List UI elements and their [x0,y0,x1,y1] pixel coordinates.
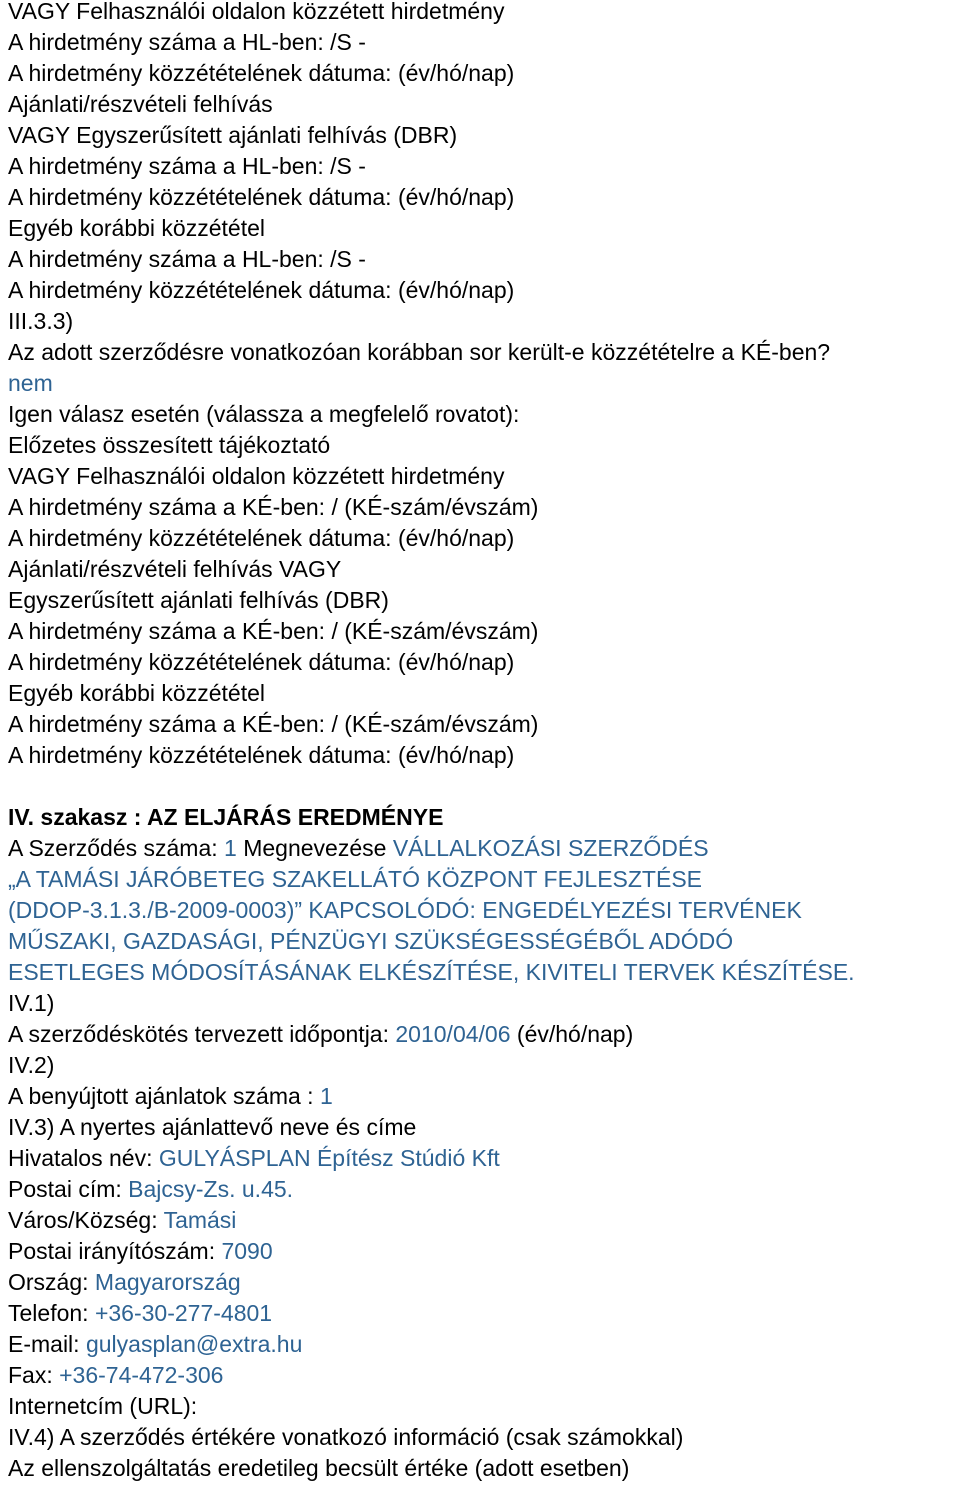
field-value: GULYÁSPLAN Építész Stúdió Kft [158,1145,500,1171]
field-value: +36-74-472-306 [59,1362,224,1388]
answer-value: nem [8,370,53,396]
text-line: Ajánlati/részvételi felhívás [8,91,273,117]
text-line: Az ellenszolgáltatás eredetileg becsült értéke (adott esetben) [8,1455,630,1481]
question-text: Az adott szerződésre vonatkozóan korábban sor került-e közzétételre a KÉ-ben? [8,339,831,365]
signing-date-label: A szerződéskötés tervezett időpontja: [8,1021,396,1047]
text-line: A hirdetmény száma a KÉ-ben: / (KÉ-szám/évszám) [8,711,539,737]
contract-line [8,833,958,864]
contract-name-value: MŰSZAKI, GAZDASÁGI, PÉNZÜGYI SZÜKSÉGESSÉGÉBŐL ADÓDÓ [8,928,734,954]
text-line: VAGY Felhasználói oldalon közzétett hirdetmény [8,0,505,24]
text-line: A hirdetmény száma a KÉ-ben: / (KÉ-szám/évszám) [8,618,539,644]
field-country [8,1267,958,1298]
document-page [8,0,958,1484]
field-label: Postai irányítószám: [8,1238,222,1264]
text-line: A hirdetmény száma a KÉ-ben: / (KÉ-szám/évszám) [8,494,539,520]
field-value: 7090 [221,1238,273,1264]
section-number: III.3.3) [8,308,74,334]
field-label: E-mail: [8,1331,86,1357]
text-line: A hirdetmény közzétételének dátuma: (év/hó/nap) [8,60,515,86]
signing-date-line [8,1019,958,1050]
text-line: VAGY Felhasználói oldalon közzétett hirdetmény [8,463,505,489]
field-value: Magyarország [94,1269,241,1295]
text-line: Egyéb korábbi közzététel [8,215,265,241]
field-url [8,1391,958,1422]
offer-count-value: 1 [319,1083,333,1109]
text-line: A hirdetmény közzétételének dátuma: (év/hó/nap) [8,184,515,210]
field-official-name [8,1143,958,1174]
winner-heading: IV.3) A nyertes ajánlattevő neve és címe [8,1114,417,1140]
contract-name-value: (DDOP-3.1.3./B-2009-0003)” KAPCSOLÓDÓ: ENGEDÉLYEZÉSI TERVÉNEK [8,897,802,923]
field-value: gulyasplan@extra.hu [85,1331,303,1357]
text-line: A hirdetmény közzétételének dátuma: (év/hó/nap) [8,742,515,768]
text-line: VAGY Egyszerűsített ajánlati felhívás (DBR) [8,122,458,148]
text-line: Igen válasz esetén (válassza a megfelelő rovatot): [8,401,520,427]
contract-name-value: VÁLLALKOZÁSI SZERZŐDÉS [392,835,709,861]
offer-count-label: A benyújtott ajánlatok száma : [8,1083,320,1109]
field-label: Telefon: [8,1300,95,1326]
contract-name-value: ESETLEGES MÓDOSÍTÁSÁNAK ELKÉSZÍTÉSE, KIVITELI TERVEK KÉSZÍTÉSE. [8,959,855,985]
text-line: Előzetes összesített tájékoztató [8,432,331,458]
contract-number-label: A Szerződés száma: [8,835,225,861]
field-label: Postai cím: [8,1176,129,1202]
text-line: A hirdetmény száma a HL-ben: /S - [8,246,366,272]
section-number: IV.2) [8,1052,55,1078]
field-value: Bajcsy-Zs. u.45. [128,1176,294,1202]
offer-count-line [8,1081,958,1112]
section-heading: IV. szakasz : AZ ELJÁRÁS EREDMÉNYE [8,804,444,830]
section-number: IV.1) [8,990,55,1016]
contract-value-heading: IV.4) A szerződés értékére vonatkozó információ (csak számokkal) [8,1424,684,1450]
field-fax [8,1360,958,1391]
field-postal-address [8,1174,958,1205]
field-phone [8,1298,958,1329]
field-label: Hivatalos név: [8,1145,159,1171]
contract-number-value: 1 [224,835,237,861]
text-line: Ajánlati/részvételi felhívás VAGY [8,556,342,582]
text-line: A hirdetmény száma a HL-ben: /S - [8,153,366,179]
field-city [8,1205,958,1236]
text-line: A hirdetmény száma a HL-ben: /S - [8,29,366,55]
field-label: Internetcím (URL): [8,1393,198,1419]
text-line: Egyéb korábbi közzététel [8,680,265,706]
text-line: A hirdetmény közzétételének dátuma: (év/hó/nap) [8,277,515,303]
field-label: Város/Község: [8,1207,164,1233]
field-email [8,1329,958,1360]
field-label: Fax: [8,1362,60,1388]
text-line: A hirdetmény közzétételének dátuma: (év/hó/nap) [8,525,515,551]
field-label: Ország: [8,1269,95,1295]
text-line: Egyszerűsített ajánlati felhívás (DBR) [8,587,389,613]
field-value: +36-30-277-4801 [94,1300,273,1326]
text-line: A hirdetmény közzétételének dátuma: (év/hó/nap) [8,649,515,675]
field-postcode [8,1236,958,1267]
signing-date-value: 2010/04/06 [395,1021,511,1047]
field-value: Tamási [163,1207,237,1233]
blank-line [8,771,958,802]
signing-date-format: (év/hó/nap) [510,1021,634,1047]
contract-name-value: „A TAMÁSI JÁRÓBETEG SZAKELLÁTÓ KÖZPONT FEJLESZTÉSE [8,866,702,892]
contract-name-label: Megnevezése [236,835,393,861]
